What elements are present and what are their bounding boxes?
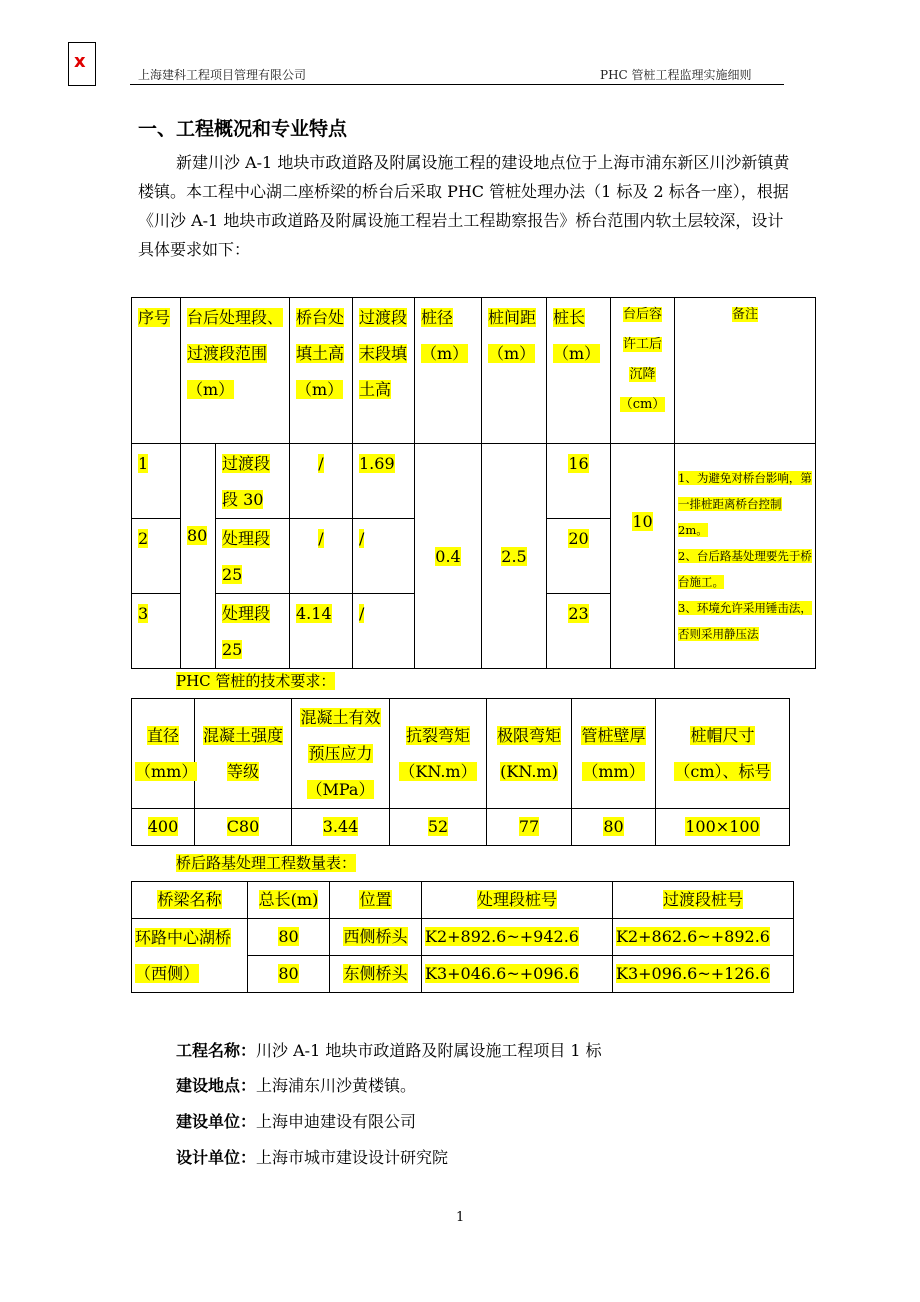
header-logo <box>68 42 96 86</box>
tech-value-crack-moment: 52 <box>390 809 487 846</box>
header-company: 上海建科工程项目管理有限公司 <box>138 68 307 82</box>
quantity-table <box>131 881 794 993</box>
row1-fill: / <box>290 444 353 519</box>
tech-caption: PHC 管桩的技术要求： <box>176 672 336 690</box>
row1-segment: 过渡段段 30 <box>216 444 290 519</box>
qty-header-length: 总长(m) <box>248 882 330 919</box>
row2-fill: / <box>290 519 353 594</box>
qty-row1-length: 80 <box>248 919 330 956</box>
row1-trans-fill: 1.69 <box>353 444 415 519</box>
remark-note-2: 2、台后路基处理要先于桥台施工。 <box>678 549 812 589</box>
qty-row2-length: 80 <box>248 956 330 993</box>
tech-requirements-table <box>131 698 790 846</box>
row3-length: 23 <box>547 594 611 669</box>
header-diameter: 桩径（m） <box>415 298 482 444</box>
qty-row1-treat: K2+892.6~+942.6 <box>422 919 613 956</box>
qty-bridge-name: 环路中心湖桥（西侧） <box>132 919 248 993</box>
header-doc-title: PHC 管桩工程监理实施细则 <box>600 68 752 82</box>
row3-fill: 4.14 <box>290 594 353 669</box>
header-fill: 桥台处填土高（m） <box>290 298 353 444</box>
section-title: 一、工程概况和专业特点 <box>138 118 348 140</box>
qty-row1-trans: K2+862.6~+892.6 <box>613 919 794 956</box>
header-settle: 台后容许工后沉降（cm） <box>611 298 675 444</box>
qty-row2-position: 东侧桥头 <box>330 956 422 993</box>
tech-value-cap: 100×100 <box>656 809 790 846</box>
header-spacing: 桩间距（m） <box>482 298 547 444</box>
header-trans-fill: 过渡段末段填土高 <box>353 298 415 444</box>
row3-segment: 处理段 25 <box>216 594 290 669</box>
total-range: 80 <box>181 444 216 669</box>
remark-note-1: 1、为避免对桥台影响，第一排桩距离桥台控制 2m。 <box>678 471 812 537</box>
tech-header-wall: 管桩壁厚（mm） <box>572 699 656 809</box>
page-number: 1 <box>456 1210 465 1225</box>
design-requirements-table <box>131 297 816 669</box>
tech-value-grade: C80 <box>195 809 292 846</box>
qty-row2-treat: K3+046.6~+096.6 <box>422 956 613 993</box>
header-divider <box>130 84 784 85</box>
info-builder: 建设单位：上海申迪建设有限公司 <box>176 1112 417 1131</box>
tech-header-ultimate-moment: 极限弯矩(KN.m) <box>487 699 572 809</box>
row3-trans-fill: / <box>353 594 415 669</box>
row3-seq: 3 <box>132 594 181 669</box>
allowed-settlement: 10 <box>611 444 675 669</box>
remarks-cell <box>675 444 816 669</box>
row2-length: 20 <box>547 519 611 594</box>
intro-paragraph <box>138 148 798 264</box>
info-location: 建设地点：上海浦东川沙黄楼镇。 <box>176 1076 417 1095</box>
row1-seq: 1 <box>132 444 181 519</box>
info-designer: 设计单位：上海市城市建设设计研究院 <box>176 1148 449 1167</box>
tech-header-cap: 桩帽尺寸（cm）、标号 <box>656 699 790 809</box>
tech-header-prestress: 混凝土有效预压应力（MPa） <box>292 699 390 809</box>
intro-text: 新建川沙 A-1 地块市政道路及附属设施工程的建设地点位于上海市浦东新区川沙新镇黄楼镇。本工程中心湖二座桥梁的桥台后采取 PHC 管桩处理办法（1 标及 2 标各一座），根据《川沙 A-1 地块市政道路及附属设施工程岩土工程勘察报告》桥台范围内软土层较深，设计具体要求如下： <box>138 153 790 259</box>
tech-value-diameter: 400 <box>132 809 195 846</box>
tech-header-diameter: 直径（mm） <box>132 699 195 809</box>
header-seq: 序号 <box>132 298 181 444</box>
row2-seq: 2 <box>132 519 181 594</box>
qty-header-treat: 处理段桩号 <box>422 882 613 919</box>
tech-value-wall: 80 <box>572 809 656 846</box>
tech-header-grade: 混凝土强度等级 <box>195 699 292 809</box>
pile-spacing: 2.5 <box>482 444 547 669</box>
info-project-name: 工程名称：川沙 A-1 地块市政道路及附属设施工程项目 1 标 <box>176 1041 602 1060</box>
row2-trans-fill: / <box>353 519 415 594</box>
qty-header-position: 位置 <box>330 882 422 919</box>
row2-segment: 处理段 25 <box>216 519 290 594</box>
tech-value-ultimate-moment: 77 <box>487 809 572 846</box>
header-range: 台后处理段、过渡段范围（m） <box>181 298 290 444</box>
tech-header-crack-moment: 抗裂弯矩（KN.m） <box>390 699 487 809</box>
tech-value-prestress: 3.44 <box>292 809 390 846</box>
broken-image-icon: x <box>74 51 86 72</box>
pile-diameter: 0.4 <box>415 444 482 669</box>
qty-header-bridge: 桥梁名称 <box>132 882 248 919</box>
row1-length: 16 <box>547 444 611 519</box>
qty-row1-position: 西侧桥头 <box>330 919 422 956</box>
remark-note-3: 3、环境允许采用锤击法，否则采用静压法 <box>678 601 812 641</box>
header-length: 桩长（m） <box>547 298 611 444</box>
qty-header-trans: 过渡段桩号 <box>613 882 794 919</box>
header-remark: 备注 <box>675 298 816 444</box>
quantity-caption: 桥后路基处理工程数量表： <box>176 854 357 872</box>
qty-row2-trans: K3+096.6~+126.6 <box>613 956 794 993</box>
